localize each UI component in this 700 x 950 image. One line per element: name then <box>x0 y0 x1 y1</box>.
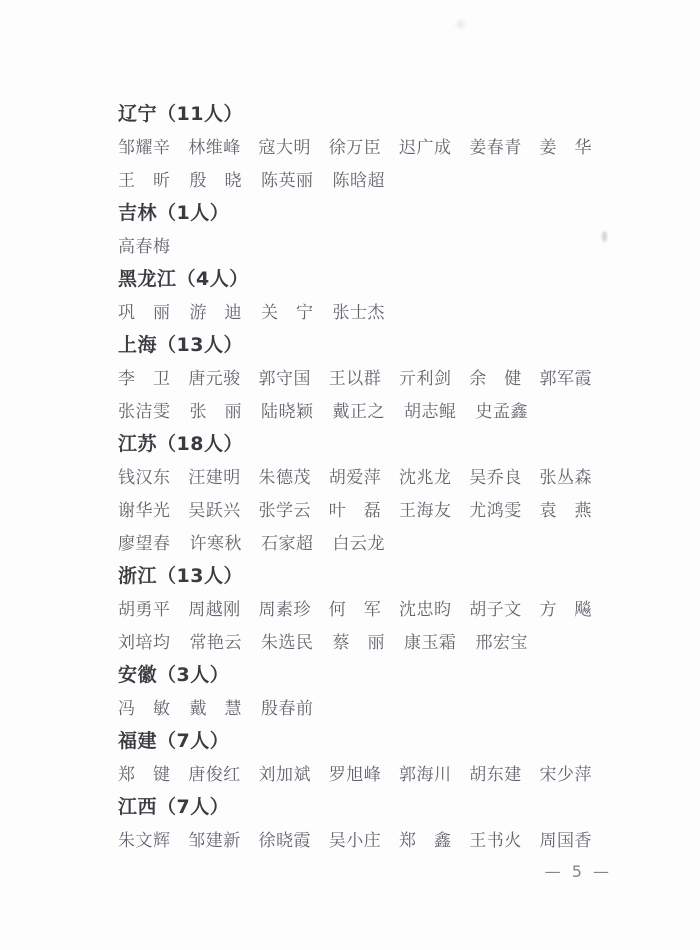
province-heading <box>118 195 592 228</box>
person-name: 朱德茂 <box>258 468 311 488</box>
person-name: 谢华光 <box>118 501 171 521</box>
person-name: 沈忠昀 <box>399 600 452 620</box>
province-section <box>118 96 592 195</box>
province-section <box>118 327 592 426</box>
province-section <box>118 558 592 657</box>
person-name: 姜春青 <box>469 138 522 158</box>
scan-artifact <box>602 231 607 242</box>
province-section <box>118 195 592 261</box>
province-count: （1人） <box>157 202 230 224</box>
page-number: — 5 — <box>544 861 612 881</box>
province-count: （11人） <box>157 103 243 125</box>
name-row <box>118 492 592 525</box>
person-name: 胡爱萍 <box>328 468 382 488</box>
name-row <box>118 393 592 426</box>
province-heading <box>118 261 592 294</box>
person-name: 蔡 丽 <box>332 633 385 653</box>
name-row <box>118 690 592 723</box>
person-name: 殷 晓 <box>189 171 242 191</box>
person-name: 叶 磊 <box>328 501 382 521</box>
person-name: 徐万臣 <box>328 138 382 158</box>
name-row <box>118 624 592 657</box>
person-name: 王书火 <box>469 831 522 851</box>
person-name: 周越刚 <box>188 600 241 620</box>
name-row <box>118 294 592 327</box>
person-name: 王海友 <box>399 501 452 521</box>
province-name-list <box>118 96 592 855</box>
person-name: 吴乔良 <box>469 468 522 488</box>
person-name: 王 昕 <box>118 171 171 191</box>
name-row <box>118 822 592 855</box>
province-heading <box>118 426 592 459</box>
person-name: 廖望春 <box>118 534 171 554</box>
province-heading <box>118 723 592 756</box>
person-name: 张洁雯 <box>118 402 171 422</box>
person-name: 邹耀辛 <box>118 138 171 158</box>
province-section <box>118 426 592 558</box>
person-name: 宋少萍 <box>539 765 592 785</box>
province-name: 吉林 <box>118 202 158 224</box>
province-heading <box>118 327 592 360</box>
person-name: 尤鸿雯 <box>469 501 522 521</box>
person-name: 陈英丽 <box>261 171 314 191</box>
province-name: 辽宁 <box>118 103 158 125</box>
person-name: 刘加斌 <box>258 765 311 785</box>
person-name: 亓利剑 <box>399 369 452 389</box>
person-name: 郭海川 <box>399 765 452 785</box>
province-section <box>118 723 592 789</box>
person-name: 沈兆龙 <box>399 468 452 488</box>
person-name: 胡志鲲 <box>404 402 457 422</box>
province-name: 黑龙江 <box>118 268 177 290</box>
person-name: 刘培均 <box>118 633 171 653</box>
province-heading <box>118 96 592 129</box>
person-name: 吴小庄 <box>328 831 382 851</box>
province-heading <box>118 657 592 690</box>
person-name: 石家超 <box>261 534 314 554</box>
person-name: 徐晓霞 <box>258 831 311 851</box>
person-name: 王以群 <box>328 369 382 389</box>
scan-artifact <box>456 20 465 29</box>
person-name: 朱文辉 <box>118 831 171 851</box>
province-name: 安徽 <box>118 664 158 686</box>
person-name: 郭军霞 <box>539 369 592 389</box>
person-name: 邹建新 <box>188 831 241 851</box>
person-name: 吴跃兴 <box>188 501 241 521</box>
province-count: （7人） <box>157 730 230 752</box>
name-row <box>118 525 592 558</box>
person-name: 迟广成 <box>399 138 452 158</box>
person-name: 张 丽 <box>189 402 242 422</box>
province-section <box>118 789 592 855</box>
province-name: 福建 <box>118 730 158 752</box>
person-name: 冯 敏 <box>118 699 171 719</box>
name-row <box>118 591 592 624</box>
person-name: 余 健 <box>469 369 522 389</box>
name-row <box>118 756 592 789</box>
province-count: （3人） <box>157 664 230 686</box>
person-name: 罗旭峰 <box>328 765 382 785</box>
province-count: （13人） <box>157 565 243 587</box>
person-name: 关 宁 <box>261 303 314 323</box>
province-name: 浙江 <box>118 565 158 587</box>
person-name: 陆晓颖 <box>261 402 314 422</box>
person-name: 高春梅 <box>118 237 171 257</box>
province-heading <box>118 789 592 822</box>
province-count: （7人） <box>157 796 230 818</box>
name-row <box>118 162 592 195</box>
person-name: 郑 键 <box>118 765 171 785</box>
person-name: 汪建明 <box>188 468 241 488</box>
person-name: 寇大明 <box>258 138 311 158</box>
person-name: 何 军 <box>328 600 382 620</box>
person-name: 李 卫 <box>118 369 171 389</box>
person-name: 邢宏宝 <box>475 633 528 653</box>
person-name: 周素珍 <box>258 600 311 620</box>
person-name: 张学云 <box>258 501 311 521</box>
person-name: 胡勇平 <box>118 600 171 620</box>
person-name: 林维峰 <box>188 138 241 158</box>
person-name: 胡东建 <box>469 765 522 785</box>
person-name: 郭守国 <box>258 369 311 389</box>
person-name: 钱汉东 <box>118 468 171 488</box>
province-count: （13人） <box>157 334 243 356</box>
person-name: 张士杰 <box>332 303 385 323</box>
person-name: 戴正之 <box>332 402 385 422</box>
person-name: 陈晗超 <box>332 171 385 191</box>
person-name: 常艳云 <box>189 633 242 653</box>
province-section <box>118 657 592 723</box>
province-heading <box>118 558 592 591</box>
person-name: 朱选民 <box>261 633 314 653</box>
person-name: 巩 丽 <box>118 303 171 323</box>
person-name: 胡子文 <box>469 600 522 620</box>
person-name: 游 迪 <box>189 303 242 323</box>
person-name: 周国香 <box>539 831 592 851</box>
name-row <box>118 129 592 162</box>
person-name: 许寒秋 <box>189 534 242 554</box>
province-count: （18人） <box>157 433 243 455</box>
name-row <box>118 228 592 261</box>
person-name: 殷春前 <box>261 699 314 719</box>
person-name: 唐元骏 <box>188 369 241 389</box>
person-name: 张丛森 <box>539 468 592 488</box>
province-count: （4人） <box>176 268 249 290</box>
name-row <box>118 459 592 492</box>
province-name: 江西 <box>118 796 158 818</box>
province-section <box>118 261 592 327</box>
person-name: 郑 鑫 <box>399 831 452 851</box>
person-name: 史孟鑫 <box>475 402 528 422</box>
person-name: 康玉霜 <box>404 633 457 653</box>
person-name: 唐俊红 <box>188 765 241 785</box>
name-row <box>118 360 592 393</box>
person-name: 戴 慧 <box>189 699 242 719</box>
province-name: 上海 <box>118 334 158 356</box>
person-name: 姜 华 <box>539 138 592 158</box>
person-name: 袁 燕 <box>539 501 592 521</box>
person-name: 白云龙 <box>332 534 385 554</box>
person-name: 方 飚 <box>539 600 592 620</box>
province-name: 江苏 <box>118 433 158 455</box>
